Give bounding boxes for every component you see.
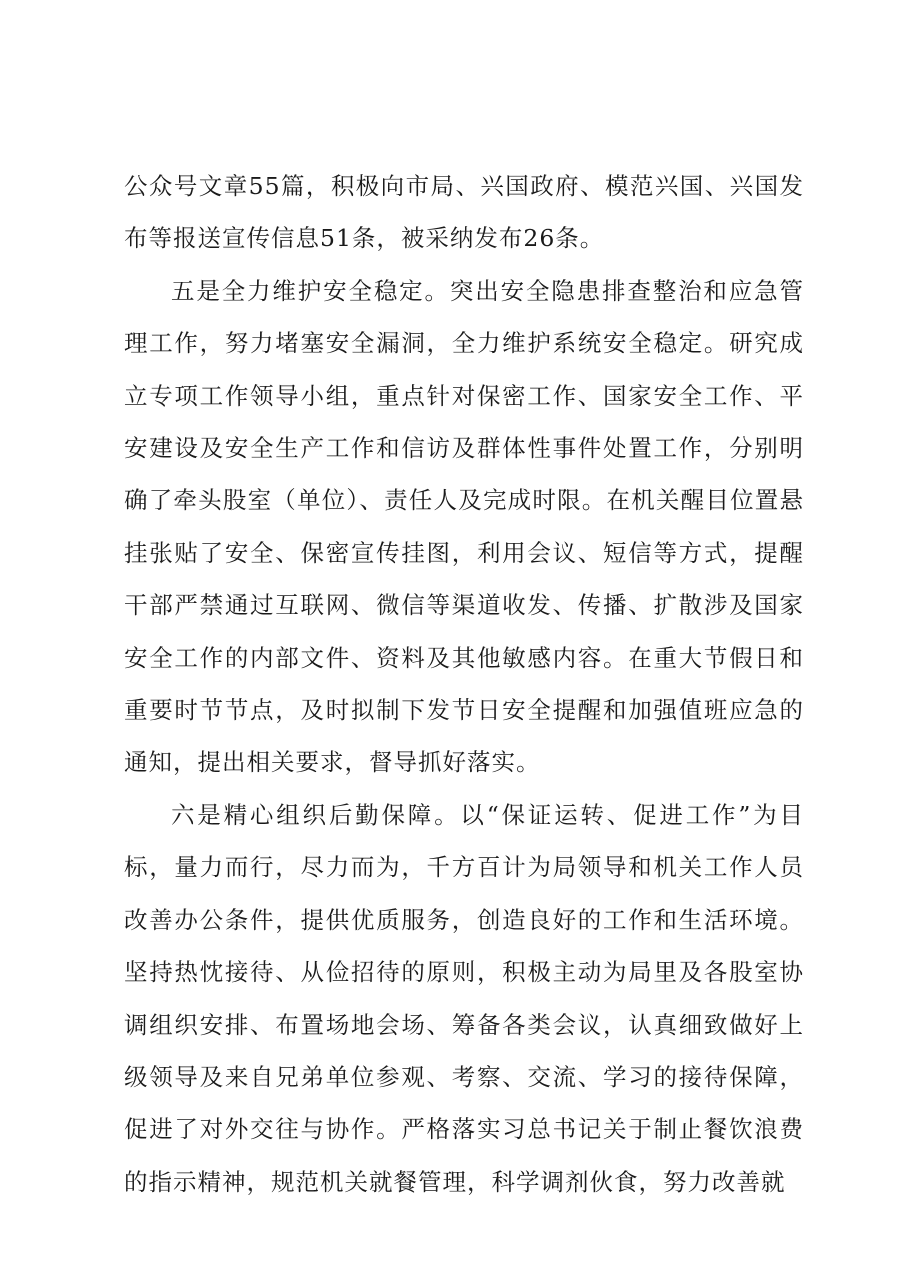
paragraph-security-stability: 五是全力维护安全稳定。突出安全隐患排查整治和应急管理工作，努力堵塞安全漏洞，全力维护系统安全稳定。研究成立专项工作领导小组，重点针对保密工作、国家安全工作、平安建设及安全生产工作和信访及群体性事件处置工作，分别明确了牵头股室（单位）、责任人及完成时限。在机关醒目位置悬挂张贴了安全、保密宣传挂图，利用会议、短信等方式，提醒干部严禁通过互联网、微信等渠道收发、传播、扩散涉及国家安全工作的内部文件、资料及其他敏感内容。在重大节假日和重要时节节点，及时拟制下发节日安全提醒和加强值班应急的通知，提出相关要求，督导抓好落实。	[124, 276, 804, 777]
document-body	[124, 160, 804, 1208]
paragraph-continuation: 公众号文章55篇，积极向市局、兴国政府、模范兴国、兴国发布等报送宣传信息51条，被采纳发布26条。	[124, 172, 804, 253]
paragraph-logistics-support: 六是精心组织后勤保障。以“保证运转、促进工作”为目标，量力而行，尽力而为，千方百计为局领导和机关工作人员改善办公条件，提供优质服务，创造良好的工作和生活环境。坚持热忱接待、从俭招待的原则，积极主动为局里及各股室协调组织安排、布置场地会场、筹备各类会议，认真细致做好上级领导及来自兄弟单位参观、考察、交流、学习的接待保障，促进了对外交往与协作。严格落实习总书记关于制止餐饮浪费的指示精神，规范机关就餐管理，科学调剂伙食，努力改善就	[124, 800, 804, 1196]
